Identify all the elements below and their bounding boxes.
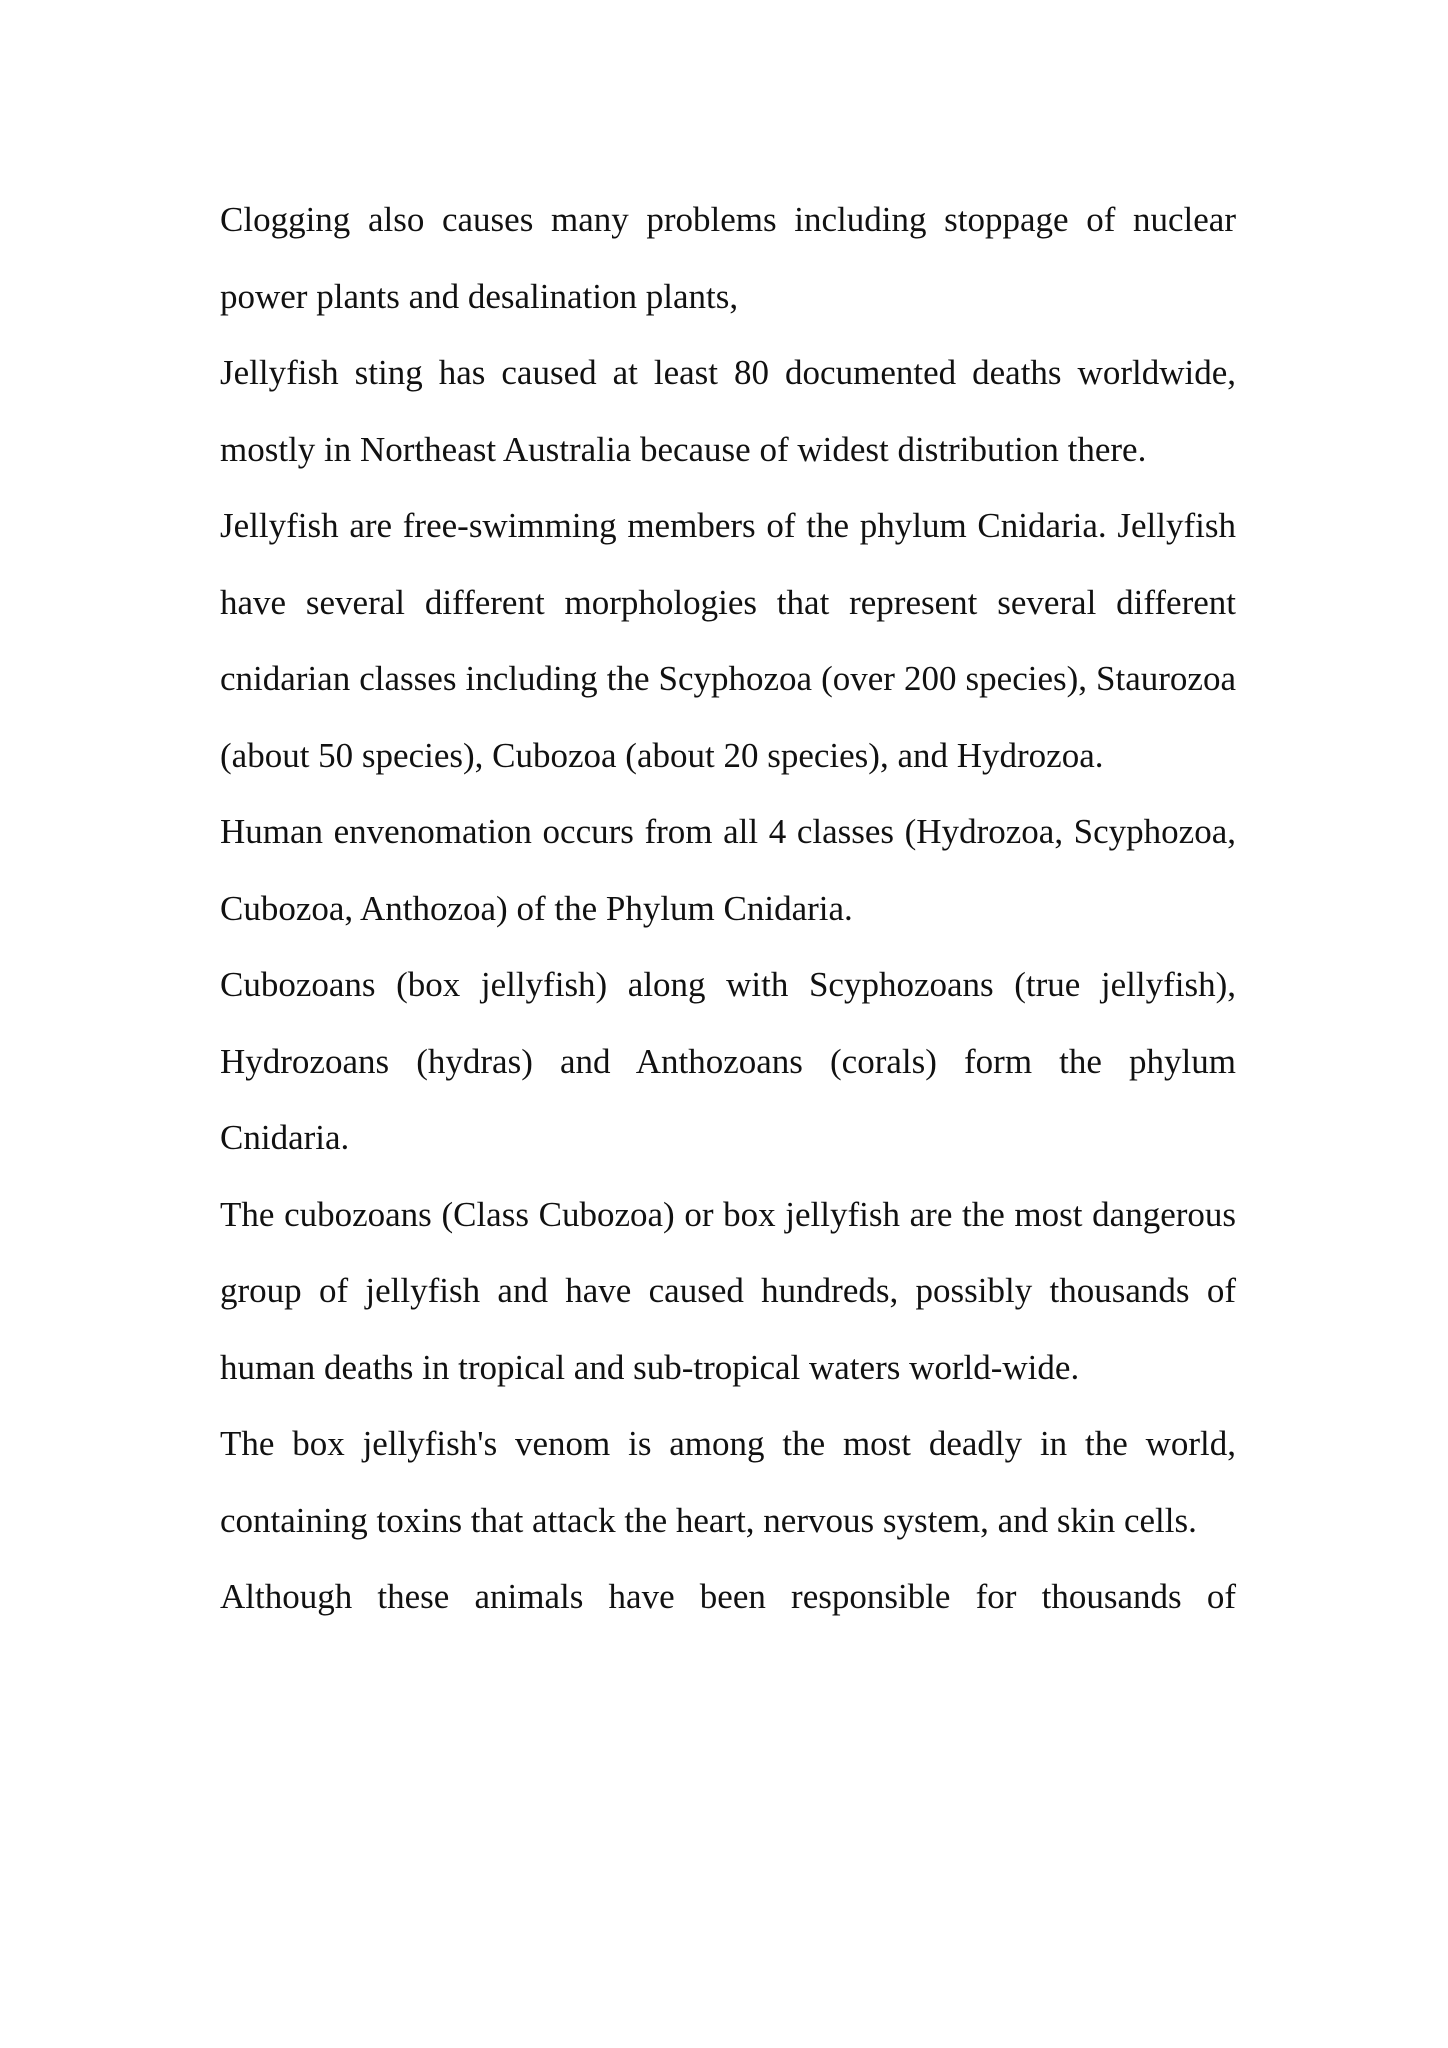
paragraph-although: Although these animals have been responsible for thousands of (220, 1577, 1236, 1616)
paragraph-cubozoans-phylum: Cubozoans (box jellyfish) along with Scyphozoans (true jellyfish), Hydrozoans (hydras) and Anthozoans (corals) form the phylum Cnidaria. (220, 965, 1236, 1157)
paragraph-clogging: Clogging also causes many problems including stoppage of nuclear power plants and desalination plants, (220, 200, 1236, 316)
paragraph-human-envenomation: Human envenomation occurs from all 4 classes (Hydrozoa, Scyphozoa, Cubozoa, Anthozoa) of the Phylum Cnidaria. (220, 812, 1236, 928)
paragraph-cnidaria-classes: Jellyfish are free-swimming members of the phylum Cnidaria. Jellyfish have several different morphologies that represent several different cnidarian classes including the Scyphozoa (over 200 species), Staurozoa (about 50 species), Cubozoa (about 20 species), and Hydrozoa. (220, 506, 1236, 775)
paragraph-box-jellyfish-danger: The cubozoans (Class Cubozoa) or box jellyfish are the most dangerous group of jellyfish and have caused hundreds, possibly thousands of human deaths in tropical and sub-tropical waters world-wide. (220, 1194, 1236, 1387)
body-text (220, 182, 1236, 1636)
paragraph-sting-deaths: Jellyfish sting has caused at least 80 documented deaths worldwide, mostly in Northeast Australia because of widest distribution there. (220, 353, 1236, 469)
paragraph-venom: The box jellyfish's venom is among the most deadly in the world, containing toxins that attack the heart, nervous system, and skin cells. (220, 1424, 1236, 1540)
